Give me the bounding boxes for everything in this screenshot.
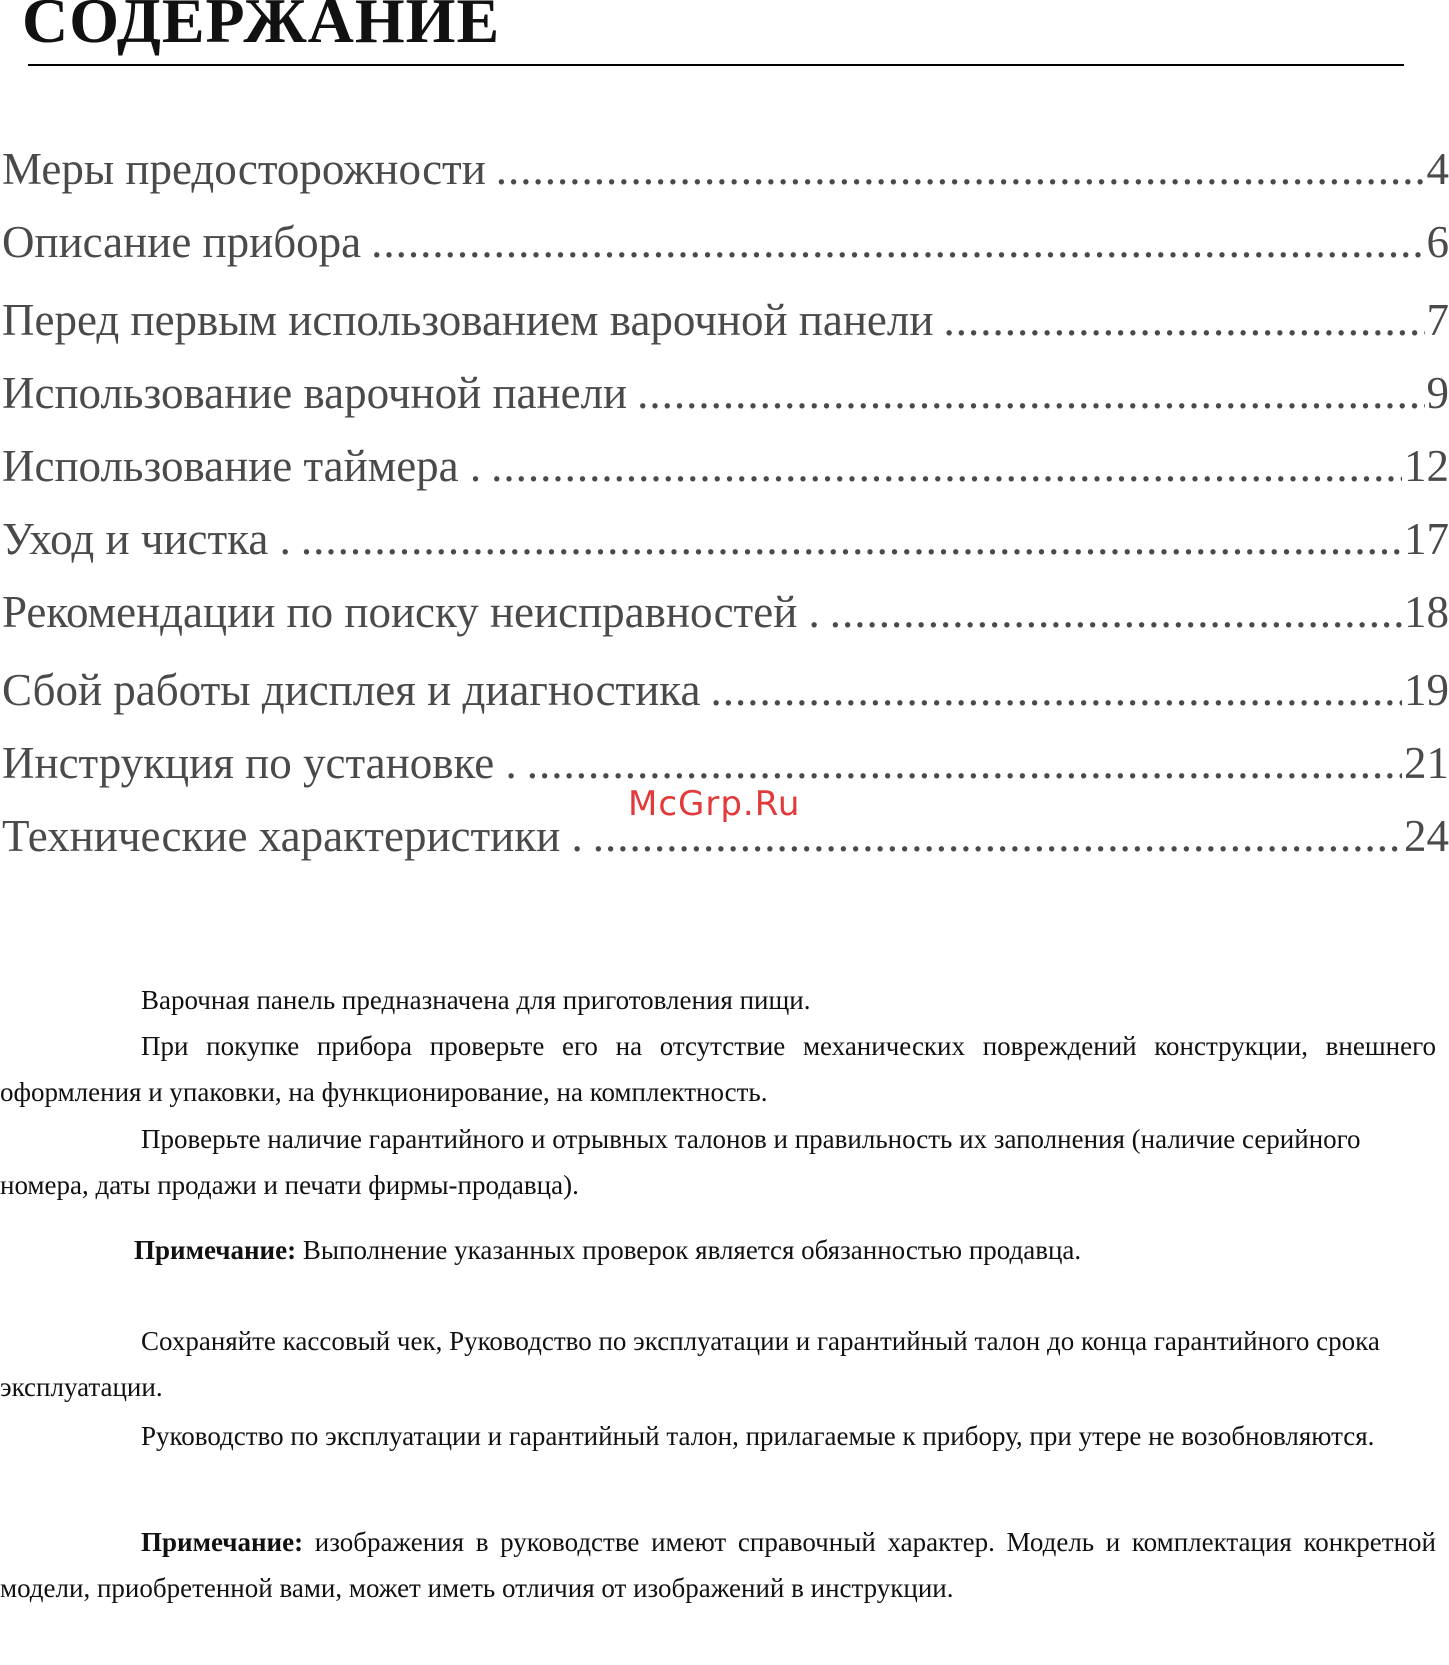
toc-leader-dots bbox=[830, 586, 1402, 638]
toc-leader-dots bbox=[371, 216, 1424, 268]
toc-item-page: 4 bbox=[1426, 144, 1449, 194]
toc-leader-dots bbox=[491, 440, 1402, 492]
toc-leader-dots bbox=[637, 367, 1424, 419]
toc-item[interactable] bbox=[2, 143, 1449, 203]
body-paragraph bbox=[0, 977, 1436, 1023]
toc-leader-dots bbox=[710, 664, 1402, 716]
toc-leader-dots bbox=[301, 513, 1402, 565]
note-text: Выполнение указанных проверок является обязанностью продавца. bbox=[296, 1235, 1082, 1265]
toc-leader-dots bbox=[496, 143, 1425, 195]
toc-item-page: 9 bbox=[1426, 368, 1449, 418]
toc-item-label: Рекомендации по поиску неисправностей . bbox=[2, 587, 820, 637]
toc-item-label: Перед первым использованием варочной панели bbox=[2, 295, 934, 345]
toc-item-page: 7 bbox=[1426, 295, 1449, 345]
paragraph-text: Сохраняйте кассовый чек, Руководство по эксплуатации и гарантийный талон до конца гарантийного срока эксплуатации. bbox=[0, 1326, 1380, 1402]
paragraph-text: Проверьте наличие гарантийного и отрывных талонов и правильность их заполнения (наличие серийного номера, даты продажи и печати фирмы-продавца). bbox=[0, 1124, 1361, 1200]
toc-item-label: Технические характеристики . bbox=[2, 811, 583, 861]
note-paragraph bbox=[134, 1227, 1434, 1273]
page-title: СОДЕРЖАНИЕ bbox=[22, 0, 501, 56]
toc-item-page: 21 bbox=[1404, 738, 1449, 788]
watermark-text: McGrp.Ru bbox=[628, 784, 801, 824]
toc-item[interactable] bbox=[2, 367, 1449, 427]
toc-item-label: Использование варочной панели bbox=[2, 368, 628, 418]
toc-item-page: 12 bbox=[1404, 441, 1449, 491]
toc-item[interactable] bbox=[2, 294, 1449, 354]
paragraph-text: Варочная панель предназначена для приготовления пищи. bbox=[141, 985, 811, 1015]
toc-leader-dots bbox=[943, 294, 1424, 346]
paragraph-text: При покупке прибора проверьте его на отсутствие механических повреждений конструкции, внешнего оформления и упаковки, на функционирование, на комплектность. bbox=[0, 1031, 1436, 1107]
toc-item[interactable] bbox=[2, 664, 1449, 724]
toc-item-page: 19 bbox=[1404, 665, 1449, 715]
toc-leader-dots bbox=[527, 737, 1402, 789]
toc-item-label: Сбой работы дисплея и диагностика bbox=[2, 665, 701, 715]
body-paragraph bbox=[0, 1023, 1436, 1115]
note-label: Примечание: bbox=[141, 1527, 304, 1557]
paragraph-text: Руководство по эксплуатации и гарантийный талон, прилагаемые к прибору, при утере не возобновляются. bbox=[141, 1421, 1375, 1451]
toc-item-label: Уход и чистка . bbox=[2, 514, 291, 564]
note-label: Примечание: bbox=[134, 1235, 297, 1265]
body-paragraph bbox=[0, 1413, 1436, 1459]
note-paragraph bbox=[0, 1519, 1436, 1611]
toc-item[interactable] bbox=[2, 586, 1449, 646]
toc-item-page: 6 bbox=[1426, 217, 1449, 267]
toc-item[interactable] bbox=[2, 513, 1449, 573]
body-paragraph bbox=[0, 1116, 1436, 1208]
toc-item-page: 18 bbox=[1404, 587, 1449, 637]
note-text: изображения в руководстве имеют справочный характер. Модель и комплектация конкретной модели, приобретенной вами, может иметь отличия от изображений в инструкции. bbox=[0, 1527, 1436, 1603]
toc-item-label: Описание прибора bbox=[2, 217, 362, 267]
toc-item-label: Инструкция по установке . bbox=[2, 738, 517, 788]
toc-item-page: 17 bbox=[1404, 514, 1449, 564]
toc-item-page: 24 bbox=[1404, 811, 1449, 861]
toc-item-label: Меры предосторожности bbox=[2, 144, 486, 194]
toc-item-label: Использование таймера . bbox=[2, 441, 482, 491]
toc-item[interactable] bbox=[2, 440, 1449, 500]
body-paragraph bbox=[0, 1318, 1436, 1410]
toc-item[interactable] bbox=[2, 216, 1449, 276]
